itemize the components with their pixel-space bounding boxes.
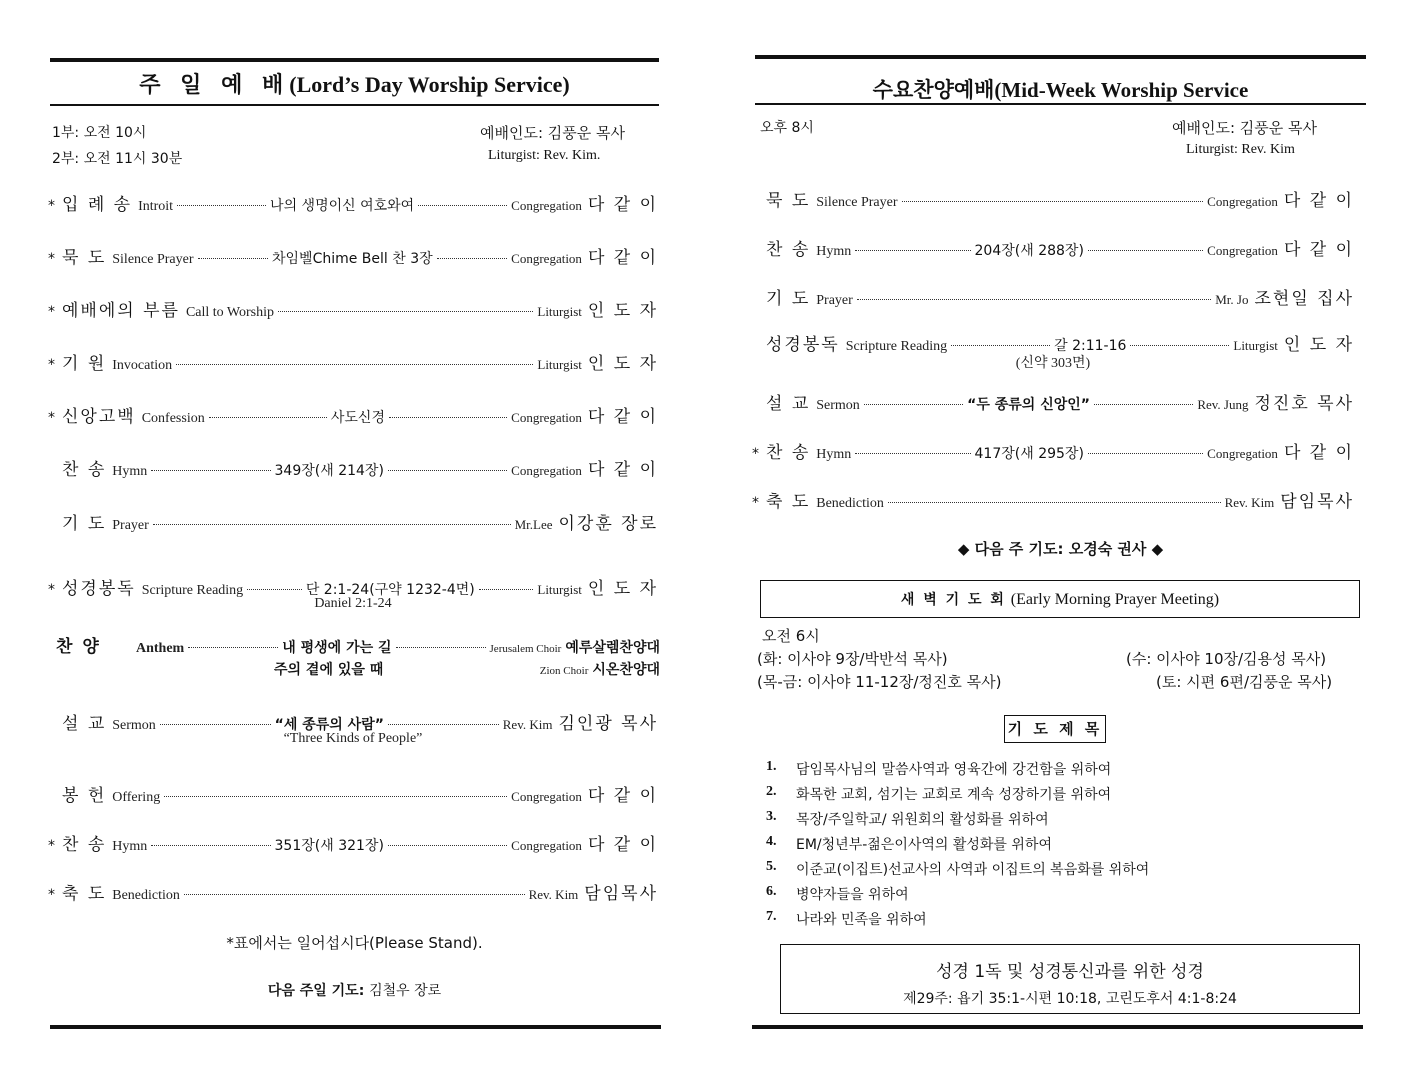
item-label-en: Benediction — [816, 496, 884, 511]
item-label: 신앙고백 — [62, 407, 136, 427]
bible-reading-text: 제29주: 욥기 35:1-시편 10:18, 고린도후서 4:1-8:24 — [903, 991, 1237, 1007]
early-tue: (화: 이사야 9장/박반석 목사) — [757, 650, 948, 668]
next-week-prayer: ◆ 다음 주 기도: 오경숙 권사 ◆ — [957, 540, 1164, 558]
item-person: 인 도 자 — [587, 301, 658, 321]
service-item — [752, 487, 1354, 511]
item-label: 찬 송 — [766, 240, 811, 260]
item-role: Rev. Kim — [502, 717, 553, 732]
item-detail: 갈 2:11-16 — [1054, 338, 1127, 354]
service-item — [48, 455, 658, 479]
item-label: 성경봉독 — [62, 579, 136, 599]
item-role: Congregation — [1207, 194, 1278, 209]
anthem-choir-1-en: Jerusalem Choir — [489, 643, 562, 655]
next-prayer-label: 다음 주일 기도: — [267, 983, 365, 999]
service-time-2: 2부: 오전 11시 30분 — [52, 151, 183, 167]
prayer-topic-item — [766, 809, 1149, 834]
item-person: 인 도 자 — [587, 354, 658, 374]
item-label: 기 도 — [62, 514, 107, 534]
service-item — [752, 235, 1354, 259]
stand-mark: * — [48, 304, 55, 320]
item-label: 축 도 — [766, 492, 811, 512]
item-label-en: Introit — [138, 199, 174, 214]
item-label-en: Hymn — [816, 244, 852, 259]
early-title-en: (Early Morning Prayer Meeting) — [1010, 591, 1220, 608]
topic-number: 6. — [766, 884, 777, 899]
topic-number: 2. — [766, 784, 777, 799]
service-item — [48, 402, 658, 426]
title-korean: 주 일 예 배 — [139, 73, 290, 98]
item-label: 예배에의 부름 — [62, 301, 180, 321]
item-role: Congregation — [511, 410, 582, 425]
item-detail: 351장(새 321장) — [274, 838, 384, 854]
item-role: Rev. Kim — [1224, 495, 1275, 510]
item-label-en: Sermon — [112, 718, 156, 733]
item-person: 정진호 목사 — [1254, 394, 1354, 414]
title-underline — [50, 104, 659, 106]
item-label-en: Prayer — [112, 518, 149, 533]
item-person: 다 같 이 — [587, 835, 659, 855]
service-item — [752, 438, 1354, 462]
topic-text: 담임목사님의 말씀사역과 영육간에 강건함을 위하여 — [796, 762, 1112, 778]
prayer-topics-list — [766, 759, 1149, 934]
item-role: Congregation — [511, 198, 582, 213]
service-item — [48, 830, 658, 854]
stand-mark: * — [48, 582, 55, 598]
item-label-en: Silence Prayer — [816, 195, 898, 210]
item-person: 다 같 이 — [1283, 240, 1355, 260]
topic-number: 4. — [766, 834, 777, 849]
service-item — [48, 509, 658, 533]
early-thu-fri: (목-금: 이사야 11-12장/정진호 목사) — [757, 673, 1002, 691]
bible-reading-box — [780, 944, 1360, 1014]
item-subtitle: “Three Kinds of People” — [283, 731, 423, 746]
service-item — [48, 879, 658, 903]
prayer-topics-title: 기 도 제 목 — [1007, 720, 1103, 738]
anthem-title-2: 주의 곁에 있을 때 — [274, 662, 384, 678]
early-title-ko: 새 벽 기 도 회 — [900, 592, 1006, 608]
stand-mark: * — [48, 838, 55, 854]
item-label: 기 도 — [766, 289, 811, 309]
bible-reading-title: 성경 1독 및 성경통신과를 위한 성경 — [936, 962, 1204, 982]
item-detail: 차임벨Chime Bell 찬 3장 — [272, 251, 433, 267]
anthem-choir-1: 예루살렘찬양대 — [565, 640, 660, 656]
item-label-en: Invocation — [112, 358, 173, 373]
item-label: 설 교 — [62, 714, 107, 734]
item-label: 봉 헌 — [62, 786, 107, 806]
topic-number: 5. — [766, 859, 777, 874]
item-label: 묵 도 — [766, 191, 811, 211]
topic-text: 이준교(이집트)선교사의 사역과 이집트의 복음화를 위하여 — [796, 862, 1150, 878]
wed-leader: 예배인도: 김풍운 목사 — [1172, 119, 1318, 137]
anthem-row-2 — [274, 659, 660, 683]
title-underline-right — [755, 103, 1366, 105]
item-label: 찬 송 — [766, 443, 811, 463]
item-label-en: Call to Worship — [185, 305, 274, 320]
prayer-topic-item — [766, 859, 1149, 884]
liturgist: Liturgist: Rev. Kim. — [488, 148, 601, 163]
anthem-title-1: 내 평생에 가는 길 — [282, 640, 392, 656]
item-role: Liturgist — [537, 357, 582, 372]
stand-mark: * — [48, 251, 55, 267]
item-person: 다 같 이 — [587, 786, 658, 806]
item-role: Mr.Lee — [514, 517, 553, 532]
item-role: Liturgist — [537, 582, 582, 597]
item-label-en: Hymn — [816, 447, 852, 462]
item-role: Congregation — [511, 789, 582, 804]
item-label: 찬 송 — [62, 835, 107, 855]
service-item — [48, 574, 658, 598]
service-leader: 예배인도: 김풍운 목사 — [480, 124, 626, 142]
item-person: 이강훈 장로 — [558, 514, 658, 534]
item-detail: 단 2:1-24(구약 1232-4면) — [305, 582, 475, 598]
item-label-en: Prayer — [816, 293, 853, 308]
top-rule-right — [755, 55, 1366, 59]
service-item — [48, 296, 658, 320]
early-time: 오전 6시 — [762, 627, 820, 645]
item-detail: “세 종류의 사람” — [274, 717, 384, 733]
item-role: Congregation — [511, 838, 582, 853]
service-item — [752, 330, 1354, 354]
bottom-rule-right — [752, 1025, 1363, 1029]
title-english: (Lord’s Day Worship Service) — [289, 72, 570, 97]
prayer-topic-item — [766, 909, 1149, 934]
item-person: 다 같 이 — [587, 195, 658, 215]
item-label: 설 교 — [766, 394, 811, 414]
item-subtitle: Daniel 2:1-24 — [314, 596, 392, 611]
anthem-en: Anthem — [136, 641, 185, 656]
item-label: 묵 도 — [62, 248, 107, 268]
page-title-right — [755, 74, 1366, 104]
top-rule — [50, 58, 659, 62]
stand-note: *표에서는 일어섭시다(Please Stand). — [226, 934, 483, 952]
item-person: 다 같 이 — [587, 407, 658, 427]
item-label-en: Offering — [112, 790, 161, 805]
item-label-en: Hymn — [112, 839, 148, 854]
topic-text: 나라와 민족을 위하여 — [796, 912, 927, 928]
title-english-right: (Mid-Week Worship Service — [994, 78, 1249, 102]
item-person: 다 같 이 — [1283, 191, 1354, 211]
page-title — [50, 68, 659, 99]
stand-mark: * — [48, 410, 55, 426]
prayer-topic-item — [766, 834, 1149, 859]
title-korean-right: 수요찬양예배 — [872, 78, 995, 102]
prayer-topic-item — [766, 884, 1149, 909]
item-label: 입 례 송 — [62, 195, 133, 215]
item-person: 인 도 자 — [587, 579, 658, 599]
item-detail: “두 종류의 신앙인” — [967, 397, 1090, 413]
stand-mark: * — [752, 446, 759, 462]
prayer-topic-item — [766, 759, 1149, 784]
stand-mark: * — [48, 887, 55, 903]
topic-text: 화목한 교회, 섬기는 교회로 계속 성장하기를 위하여 — [796, 787, 1112, 803]
item-person: 조현일 집사 — [1254, 289, 1354, 309]
item-label: 축 도 — [62, 884, 107, 904]
anthem-label: 찬 양 — [56, 637, 101, 657]
item-subtitle: (신약 303면) — [1015, 356, 1091, 371]
item-role: Liturgist — [1233, 338, 1278, 353]
item-detail: 349장(새 214장) — [274, 463, 384, 479]
topic-text: 목장/주일학교/ 위원회의 활성화를 위하여 — [796, 812, 1049, 828]
item-label-en: Scripture Reading — [845, 339, 948, 354]
anthem-choir-2-en: Zion Choir — [539, 665, 589, 677]
item-label-en: Benediction — [112, 888, 180, 903]
anthem-choir-2: 시온찬양대 — [592, 662, 660, 678]
stand-mark: * — [48, 198, 55, 214]
item-detail: 나의 생명이신 여호와여 — [270, 198, 415, 214]
item-person: 인 도 자 — [1283, 335, 1354, 355]
early-sat: (토: 시편 6편/김풍운 목사) — [1156, 673, 1333, 691]
item-label-en: Silence Prayer — [112, 252, 194, 267]
service-item — [48, 349, 658, 373]
bottom-rule — [50, 1025, 661, 1029]
wed-liturgist: Liturgist: Rev. Kim — [1186, 142, 1295, 157]
topic-text: 병약자들을 위하여 — [796, 887, 909, 903]
service-item — [752, 186, 1354, 210]
item-label: 찬 송 — [62, 460, 107, 480]
item-label-en: Sermon — [816, 398, 860, 413]
item-person: 다 같 이 — [587, 460, 659, 480]
item-role: Rev. Jung — [1197, 397, 1249, 412]
item-label-en: Confession — [141, 411, 205, 426]
item-person: 김인광 목사 — [558, 714, 658, 734]
topic-number: 1. — [766, 759, 777, 774]
item-detail: 204장(새 288장) — [974, 243, 1084, 259]
service-item — [48, 781, 658, 805]
item-role: Congregation — [1207, 243, 1278, 258]
service-item — [752, 389, 1354, 413]
service-item — [48, 243, 658, 267]
service-time-1: 1부: 오전 10시 — [52, 125, 147, 141]
topic-number: 3. — [766, 809, 777, 824]
wed-time: 오후 8시 — [760, 120, 814, 136]
item-detail: 사도신경 — [330, 410, 385, 426]
prayer-topics-title-box — [1004, 715, 1106, 743]
item-role: Congregation — [1207, 446, 1278, 461]
item-person: 담임목사 — [584, 884, 658, 904]
item-role: Congregation — [511, 463, 582, 478]
anthem-row-1 — [56, 632, 660, 656]
service-item — [48, 190, 658, 214]
topic-text: EM/청년부-젊은이사역의 활성화를 위하여 — [796, 837, 1052, 853]
item-label: 기 원 — [62, 354, 107, 374]
stand-mark: * — [48, 357, 55, 373]
next-sunday-prayer — [50, 980, 659, 1000]
item-detail: 417장(새 295장) — [974, 446, 1084, 462]
next-prayer-name: 김철우 장로 — [369, 983, 442, 999]
topic-number: 7. — [766, 909, 777, 924]
item-person: 담임목사 — [1280, 492, 1354, 512]
early-prayer-box — [760, 580, 1360, 618]
item-role: Mr. Jo — [1215, 292, 1249, 307]
item-role: Liturgist — [537, 304, 582, 319]
item-role: Rev. Kim — [528, 887, 579, 902]
item-person: 다 같 이 — [587, 248, 659, 268]
item-person: 다 같 이 — [1283, 443, 1355, 463]
item-label: 성경봉독 — [766, 335, 840, 355]
item-label-en: Hymn — [112, 464, 148, 479]
item-label-en: Scripture Reading — [141, 583, 244, 598]
service-item — [752, 284, 1354, 308]
early-wed: (수: 이사야 10장/김용성 목사) — [1126, 650, 1327, 668]
item-role: Congregation — [511, 251, 582, 266]
prayer-topic-item — [766, 784, 1149, 809]
service-item — [48, 709, 658, 733]
stand-mark: * — [752, 495, 759, 511]
